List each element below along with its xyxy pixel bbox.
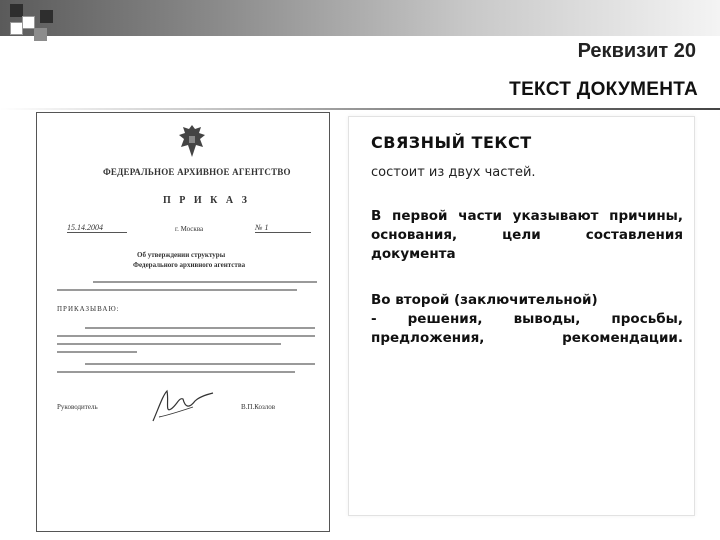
part-two-description	[371, 291, 683, 348]
illegible-text-line	[57, 335, 315, 337]
illegible-text-line	[57, 351, 137, 353]
panel-subheading: состоит из двух частей.	[371, 165, 536, 180]
order-title: П Р И К А З	[163, 195, 250, 206]
illegible-text-line	[57, 343, 281, 345]
illegible-text-line	[57, 371, 295, 373]
handwritten-signature-icon	[149, 387, 219, 427]
requisite-label: Реквизит 20	[577, 40, 696, 62]
order-subject-line: Федерального архивного агентства	[133, 261, 246, 269]
text-panel	[348, 116, 695, 516]
order-number: № 1	[255, 223, 311, 233]
illegible-text-line	[57, 289, 297, 291]
part-two-intro: Во второй (заключительной)	[371, 292, 598, 308]
agency-name: ФЕДЕРАЛЬНОЕ АРХИВНОЕ АГЕНТСТВО	[103, 167, 291, 177]
part-two-body: - решения, выводы, просьбы, предложения, рекомендации.	[371, 311, 683, 346]
coat-of-arms-icon	[177, 123, 207, 159]
panel-heading: СВЯЗНЫЙ ТЕКСТ	[371, 133, 532, 152]
top-decorative-band	[0, 0, 720, 36]
part-one-description: В первой части указывают причины, основания, цели составления документа	[371, 208, 683, 262]
order-city: г. Москва	[175, 225, 204, 233]
order-command-word: ПРИКАЗЫВАЮ:	[57, 305, 120, 313]
illegible-text-line	[93, 281, 317, 283]
illegible-text-line	[85, 327, 315, 329]
decor-square	[10, 22, 23, 35]
document-scan-image	[36, 112, 330, 532]
order-subject-line: Об утверждении структуры	[137, 251, 226, 259]
order-date: 15.14.2004	[67, 223, 127, 233]
signer-name: В.П.Козлов	[241, 403, 276, 411]
slide-title: ТЕКСТ ДОКУМЕНТА	[509, 79, 698, 100]
illegible-text-line	[85, 363, 315, 365]
decor-square	[34, 28, 47, 41]
decor-square	[40, 10, 53, 23]
title-divider	[0, 108, 720, 110]
signer-position: Руководитель	[57, 403, 98, 411]
